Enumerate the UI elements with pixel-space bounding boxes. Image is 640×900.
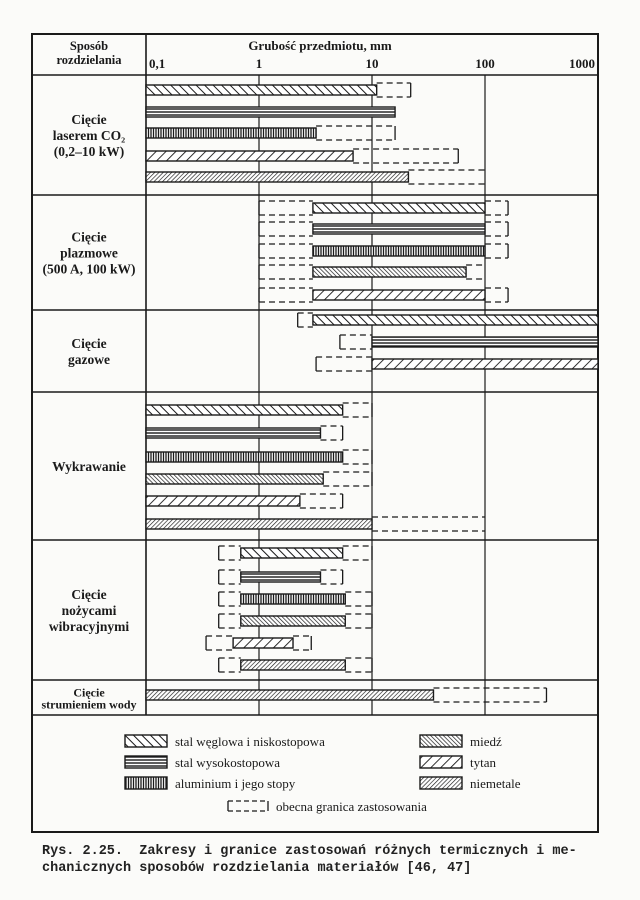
range-bar-solid bbox=[146, 690, 433, 700]
x-tick-label: 1 bbox=[255, 56, 263, 71]
range-bar-titanium bbox=[146, 494, 343, 508]
legend-label: niemetale bbox=[470, 776, 521, 791]
method-label: wibracyjnymi bbox=[48, 619, 130, 634]
legend-swatch bbox=[420, 756, 462, 768]
method-group bbox=[42, 201, 508, 302]
range-bar-solid bbox=[241, 572, 321, 582]
range-bar-carbon bbox=[298, 313, 598, 327]
range-bar-aluminium bbox=[259, 244, 508, 258]
legend-label: tytan bbox=[470, 755, 496, 770]
range-bar-stainless bbox=[219, 570, 343, 584]
range-bar-solid bbox=[241, 660, 345, 670]
method-label: Cięcie bbox=[71, 587, 107, 602]
method-label: Cięcie bbox=[71, 336, 107, 351]
method-label: plazmowe bbox=[60, 245, 118, 261]
range-bar-stainless bbox=[146, 426, 343, 440]
range-bar-nonmetal bbox=[219, 658, 372, 672]
range-bar-solid bbox=[233, 638, 293, 648]
range-bar-solid bbox=[313, 246, 485, 256]
range-bar-aluminium bbox=[146, 126, 395, 140]
range-bar-titanium bbox=[259, 288, 508, 302]
range-bar-solid bbox=[313, 203, 485, 213]
range-bar-titanium bbox=[146, 149, 458, 163]
range-bar-solid bbox=[146, 85, 377, 95]
method-label: Cięcie bbox=[71, 112, 107, 127]
legend-swatch bbox=[125, 735, 167, 747]
range-bar-solid bbox=[241, 594, 345, 604]
range-bar-solid bbox=[146, 151, 353, 161]
range-bar-solid bbox=[146, 128, 316, 138]
range-bar-solid bbox=[241, 548, 343, 558]
range-bar-solid bbox=[313, 224, 485, 234]
method-group bbox=[49, 546, 372, 672]
method-label: (500 A, 100 kW) bbox=[42, 261, 136, 277]
method-label: Cięcie bbox=[73, 685, 105, 700]
legend bbox=[125, 734, 521, 814]
range-bar-solid bbox=[372, 359, 598, 369]
range-bar-aluminium bbox=[219, 592, 372, 606]
range-bar-solid bbox=[372, 337, 598, 347]
method-label: strumieniem wody bbox=[41, 697, 137, 712]
range-bar-nonmetal bbox=[146, 517, 485, 531]
method-label: (0,2–10 kW) bbox=[53, 144, 125, 159]
range-bar-copper bbox=[259, 265, 485, 279]
x-tick-labels bbox=[149, 56, 595, 71]
range-bar-aluminium bbox=[146, 450, 372, 464]
x-tick-label: 10 bbox=[365, 56, 379, 71]
range-bar-copper bbox=[146, 472, 372, 486]
legend-item-copper bbox=[420, 734, 502, 749]
legend-item-aluminium bbox=[125, 776, 296, 791]
method-label: gazowe bbox=[68, 352, 110, 367]
range-bar-nonmetal bbox=[146, 170, 485, 184]
row-header-line-1: Sposób bbox=[69, 39, 109, 53]
legend-label: miedź bbox=[470, 734, 502, 749]
range-bar-copper bbox=[219, 614, 372, 628]
legend-swatch bbox=[420, 735, 462, 747]
method-groups bbox=[42, 83, 599, 712]
range-bar-solid bbox=[146, 405, 343, 415]
range-bar-solid bbox=[146, 519, 372, 529]
legend-label: aluminium i jego stopy bbox=[175, 776, 296, 791]
method-group bbox=[68, 313, 598, 371]
x-tick-label: 100 bbox=[475, 56, 495, 71]
method-label: nożycami bbox=[61, 603, 117, 618]
range-bar-carbon bbox=[146, 403, 372, 417]
legend-swatch bbox=[125, 777, 167, 789]
method-label: Wykrawanie bbox=[52, 459, 126, 474]
method-group bbox=[52, 403, 485, 531]
legend-label: stal węglowa i niskostopowa bbox=[175, 734, 325, 749]
range-bar-solid bbox=[146, 107, 395, 117]
range-bar-solid bbox=[313, 315, 598, 325]
legend-item-titanium bbox=[420, 755, 496, 770]
row-header-line-2: rozdzielania bbox=[56, 53, 122, 67]
range-bar-titanium bbox=[316, 357, 598, 371]
x-axis-label: Grubość przedmiotu, mm bbox=[248, 38, 392, 53]
method-group bbox=[53, 83, 485, 184]
legend-swatch bbox=[420, 777, 462, 789]
x-tick-label: 0,1 bbox=[149, 56, 166, 71]
legend-item-nonmetal bbox=[420, 776, 521, 791]
method-label: Cięcie bbox=[71, 229, 107, 245]
range-bar-solid bbox=[146, 474, 323, 484]
figure-caption: Rys. 2.25. Zakresy i granice zastosowań różnych termicznych i me- chanicznych sposobów rozdzielania materiałów [46, 47] bbox=[42, 844, 577, 876]
legend-swatch bbox=[125, 756, 167, 768]
method-label: laserem CO₂ bbox=[52, 128, 126, 143]
legend-item-dashed bbox=[228, 799, 427, 814]
range-bar-solid bbox=[146, 172, 408, 182]
range-bar-solid bbox=[146, 496, 300, 506]
range-bar-stainless bbox=[259, 222, 508, 236]
range-bar-stainless bbox=[146, 107, 395, 117]
range-bar-nonmetal bbox=[146, 688, 546, 702]
x-tick-label: 1000 bbox=[569, 56, 595, 71]
method-group bbox=[42, 686, 547, 712]
legend-label: stal wysokostopowa bbox=[175, 755, 281, 770]
range-bar-carbon bbox=[219, 546, 372, 560]
legend-item-carbon bbox=[125, 734, 325, 749]
range-bar-solid bbox=[313, 290, 485, 300]
range-bar-carbon bbox=[259, 201, 508, 215]
legend-item-stainless bbox=[125, 755, 280, 770]
range-bar-solid bbox=[146, 428, 320, 438]
range-bar-solid bbox=[313, 267, 466, 277]
legend-label: obecna granica zastosowania bbox=[276, 799, 427, 814]
range-bar-carbon bbox=[146, 83, 411, 97]
range-bar-stainless bbox=[340, 335, 598, 349]
range-bar-solid bbox=[146, 452, 343, 462]
range-bar-solid bbox=[241, 616, 345, 626]
range-bar-titanium bbox=[206, 636, 311, 650]
